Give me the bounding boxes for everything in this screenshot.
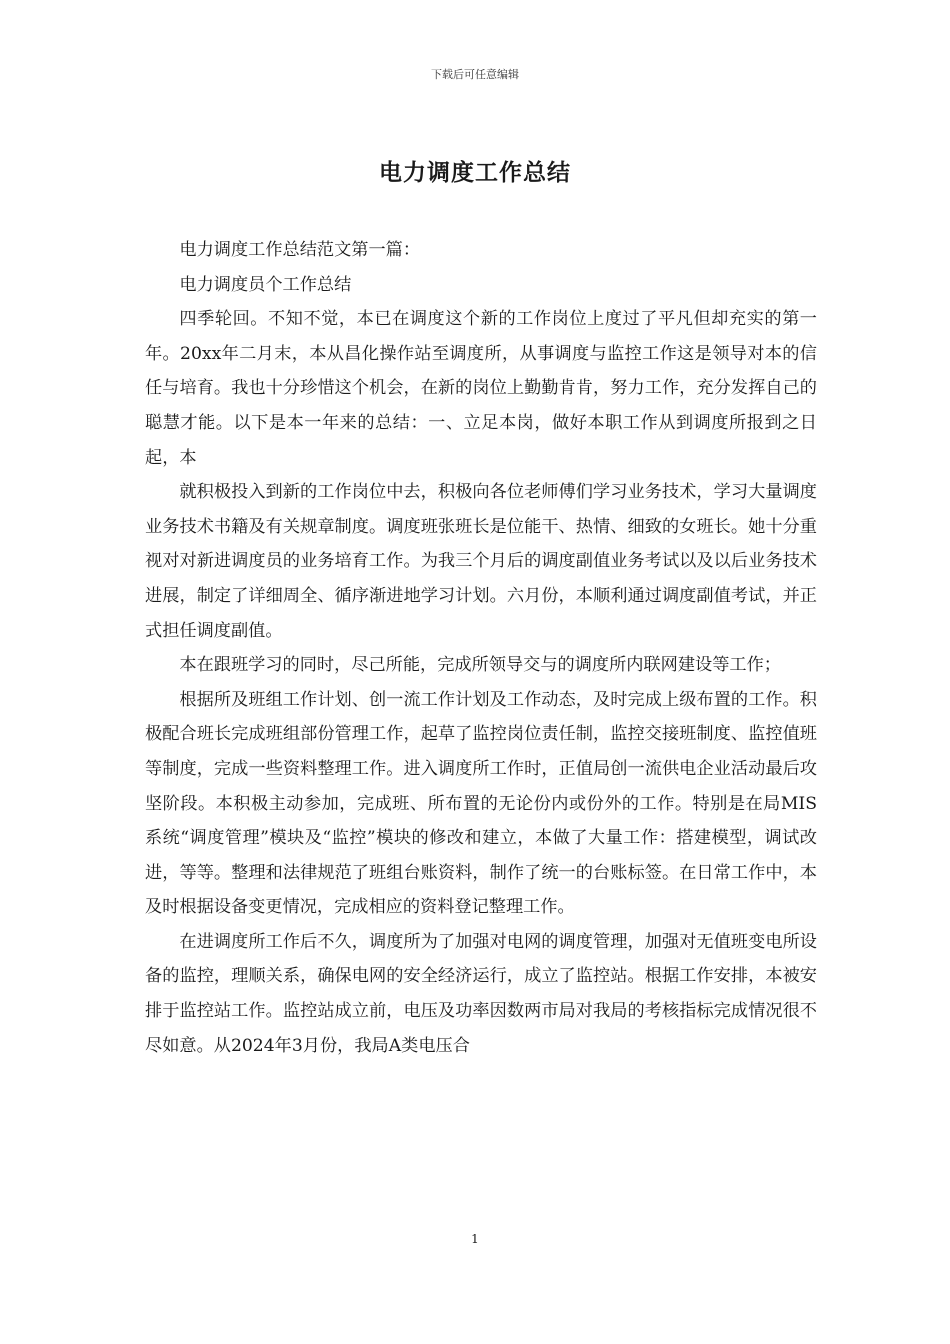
- paragraph-3: 四季轮回。不知不觉，本已在调度这个新的工作岗位上度过了平凡但却充实的第一年。20xx年二月末，本从昌化操作站至调度所，从事调度与监控工作这是领导对本的信任与培育。我也十分珍惜这个机会，在新的岗位上勤勤肯肯，努力工作，充分发挥自己的聪慧才能。以下是本一年来的总结：一、立足本岗，做好本职工作从到调度所报到之日起，本: [145, 309, 817, 468]
- paragraph-6: 根据所及班组工作计划、创一流工作计划及工作动态，及时完成上级布置的工作。积极配合班长完成班组部份管理工作，起草了监控岗位责任制，监控交接班制度、监控值班等制度，完成一些资料整理工作。进入调度所工作时，正值局创一流供电企业活动最后攻坚阶段。本积极主动参加，完成班、所布置的无论份内或份外的工作。特别是在局MIS系统“调度管理”模块及“监控”模块的修改和建立，本做了大量工作：搭建模型，调试改进，等等。整理和法律规范了班组台账资料，制作了统一的台账标签。在日常工作中，本及时根据设备变更情况，完成相应的资料登记整理工作。: [145, 689, 817, 918]
- paragraph-1: 电力调度工作总结范文第一篇：: [179, 240, 421, 260]
- document-title: 电力调度工作总结: [379, 160, 571, 186]
- paragraph-7: 在进调度所工作后不久，调度所为了加强对电网的调度管理，加强对无值班变电所设备的监控，理顺关系，确保电网的安全经济运行，成立了监控站。根据工作安排，本被安排于监控站工作。监控站成立前，电压及功率因数两市局对我局的考核指标完成情况很不尽如意。从2024年3月份，我局A类电压合: [145, 931, 817, 1056]
- header-note: 下载后可任意编辑: [431, 68, 519, 81]
- document-body: [145, 233, 817, 1063]
- paragraph-2: 电力调度员个工作总结: [179, 274, 352, 295]
- paragraph-4: 就积极投入到新的工作岗位中去，积极向各位老师傅们学习业务技术，学习大量调度业务技术书籍及有关规章制度。调度班张班长是位能干、热情、细致的女班长。她十分重视对对新进调度员的业务培育工作。为我三个月后的调度副值业务考试以及以后业务技术进展，制定了详细周全、循序渐进地学习计划。六月份，本顺利通过调度副值考试，并正式担任调度副值。: [145, 482, 817, 641]
- page-number: 1: [471, 1232, 479, 1246]
- paragraph-5: 本在跟班学习的同时，尽己所能，完成所领导交与的调度所内联网建设等工作；: [179, 655, 781, 676]
